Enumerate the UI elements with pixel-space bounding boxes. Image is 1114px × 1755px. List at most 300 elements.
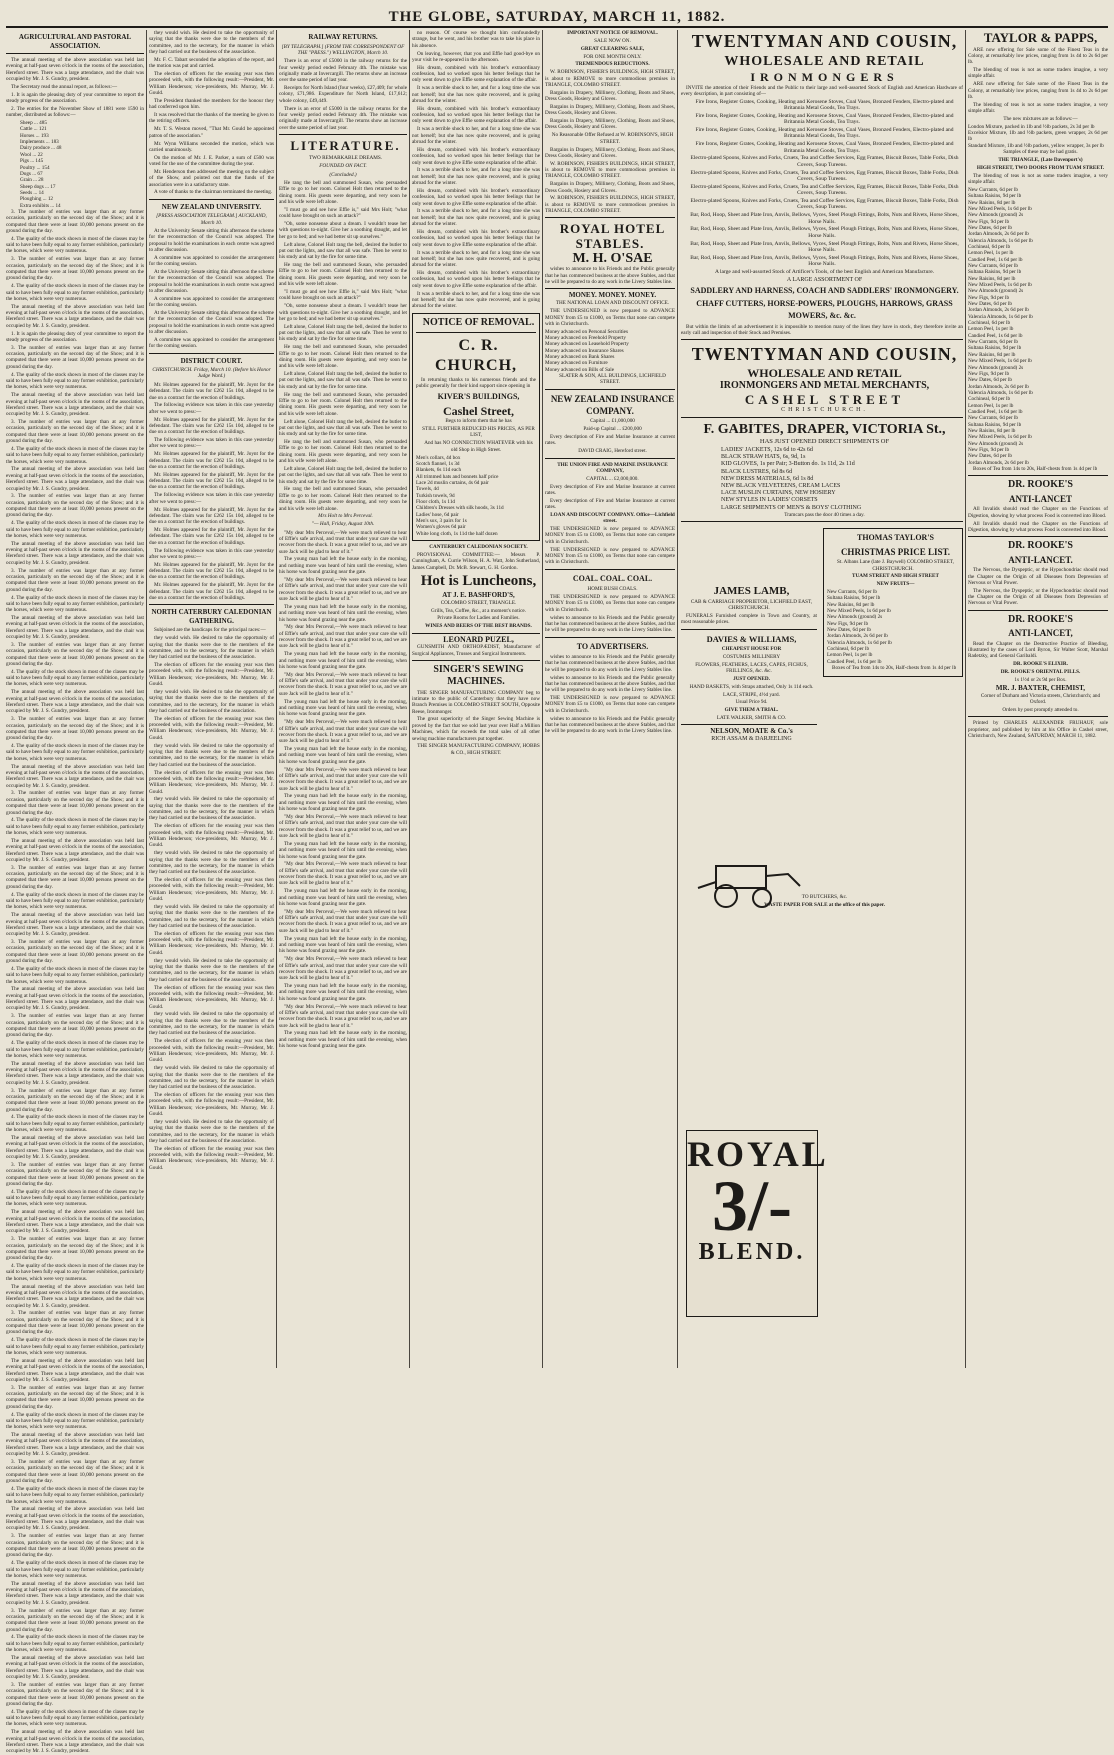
paragraph: W. ROBINSON, FISHER'S BUILDINGS, HIGH STREET, is about to REMOVE to more commodious premises in TRIANGLE, COLOMBO STREET. bbox=[545, 69, 675, 88]
list-item: New Mixed Peels, 1s 6d per lb bbox=[968, 282, 1032, 289]
paragraph: Bargains in Drapery, Millinery, Clothing, Boots and Shoes, Dress Goods, Hosiery and Gloves. bbox=[545, 118, 675, 131]
paragraph: 3. The number of entries was larger than at any former occasion, particularly on the second day of the Show; and it is computed that there were at least 10,000 persons present on the ground during the day. bbox=[6, 1459, 144, 1485]
ad-heading: SINGER'S SEWING MACHINES. bbox=[433, 664, 524, 688]
paragraph: "My dear Mrs Perceval,—We were much relieved to hear of Effie's safe arrival, and trust that under your care she will recover from the shock. It was a great relief to us, and we are sure Jack will be glad to hear of it." bbox=[279, 719, 407, 745]
paragraph: 3. The number of entries was larger than at any former occasion, particularly on the second day of the Show; and it is computed that there were at least 10,000 persons present on the ground during the day. bbox=[6, 939, 144, 965]
list-item: Candied Peel, 1s 6d per lb bbox=[968, 332, 1023, 339]
ad-line: MR. J. BAXTER, CHEMIST, bbox=[995, 683, 1086, 692]
paragraph: "My dear Mrs Perceval,—We were much relieved to hear of Effie's safe arrival, and trust that under your care she will recover from the shock. It was a great relief to us, and we are sure Jack will be glad to hear of it." bbox=[279, 529, 407, 555]
paragraph: 3. The number of entries was larger than at any former occasion, particularly on the second day of the Show; and it is computed that there were at least 10,000 persons present on the ground during the day. bbox=[6, 641, 144, 667]
paragraph: It was resolved that the thanks of the meeting be given to the retiring officers. bbox=[149, 112, 274, 125]
list-item: Money advanced on Bank Shares bbox=[545, 354, 615, 361]
paragraph: Read the Chapter on the Destructive Practice of Bleeding, illustrated by the cases of Lord Byron, Sir Walter Scott, Marshal Radetzky, and General Garibaldi. bbox=[968, 640, 1108, 660]
paragraph: He rang the bell and summoned Susan, who persuaded Effie to go to her room. Colonel Holt then returned to the dining room. His guests were departing, and very soon he and his wife were left alone. bbox=[279, 344, 407, 370]
paragraph: Left alone, Colonel Holt rang the bell, desired the butler to put out the lights, and saw that all was safe. Then he went to his study and sat by the fire for some time. bbox=[279, 465, 407, 485]
ad-line: The new mixtures are as follows:— bbox=[1003, 115, 1078, 122]
paragraph: The annual meeting of the above association was held last evening at half-past seven o'clock in the rooms of the association, Hereford street. There was a large attendance, and the chair was occupied by Mr. J. S. Gundry, president. bbox=[6, 303, 144, 329]
paragraph: 4. The quality of the stock shown in most of the classes may be said to have been fully equal to any former exhibition, particularly the horses, which were very numerous. bbox=[6, 1040, 144, 1059]
fruit-list bbox=[827, 589, 959, 665]
list-item: Pigs ... 145 bbox=[20, 158, 44, 165]
ad-line: LACE, STRIPE, 4½d yard. bbox=[723, 691, 780, 698]
paragraph: The following evidence was taken in this case yesterday after we went to press:— bbox=[149, 402, 274, 415]
paragraph: The Secretary read the annual report, as follows:— bbox=[11, 83, 118, 90]
list-item: LACE MUSLIN CURTAINS, NEW HOSIERY bbox=[721, 490, 836, 497]
list-item: New Dates, 6d per lb bbox=[968, 301, 1012, 308]
divider bbox=[545, 637, 675, 638]
divider bbox=[968, 610, 1108, 611]
list-item: New Almonds (ground) 2s bbox=[968, 364, 1024, 371]
ad-heading: ANTI-LANCET. bbox=[1008, 554, 1073, 565]
paragraph: Fire Irons, Register Grates, Cooking, Heating and Kerosene Stoves, Coal Vases, Bronzed Fenders, Electro-plated and Britannia Metal Goods, Tea Trays. bbox=[695, 127, 954, 140]
paragraph: 4. The quality of the stock shown in most of the classes may be said to have been fully equal to any former exhibition, particularly the horses, which were very numerous. bbox=[6, 235, 144, 255]
paragraph: The annual meeting of the above association was held last evening at half-past seven o'clock in the rooms of the association, Hereford street. There was a large attendance, and the chair was occupied by Mr. J. S. Gundry, president. bbox=[6, 466, 144, 492]
paragraph: Mr. Holmes appeared for the plaintiff, Mr. Joynt for the defendant. The claim was for £262 15s 10d, alleged to be due on a contract for the erection of buildings. bbox=[149, 527, 274, 546]
paragraph: 4. The quality of the stock shown in most of the classes may be said to have been fully equal to any former exhibition, particularly the horses, which were very numerous. bbox=[6, 371, 144, 391]
paragraph: 4. The quality of the stock shown in most of the classes may be said to have been fully equal to any former exhibition, particularly the horses, which were very numerous. bbox=[6, 1411, 144, 1431]
ad-line: AT J. E. BASHFORD'S, bbox=[442, 590, 515, 599]
paragraph: The blending of teas is not as some traders imagine, a very simple affair. bbox=[968, 67, 1108, 80]
paragraph: 4. The quality of the stock shown in most of the classes may be said to have been fully equal to any former exhibition, particularly the horses, which were very numerous. bbox=[6, 817, 144, 837]
list-item: New Figs, 9d per lb bbox=[968, 294, 1010, 301]
paragraph: Left alone, Colonel Holt rang the bell, desired the butler to put out the lights, and saw that all was safe. Then he went to his study and sat by the fire for some time. bbox=[279, 241, 407, 261]
price-list-box bbox=[823, 528, 963, 677]
ad-heading: CHRISTMAS PRICE LIST. bbox=[840, 546, 951, 557]
ad-name: DAVIES & WILLIAMS, bbox=[706, 633, 797, 644]
paragraph: Mr. Holmes appeared for the plaintiff, Mr. Joynt for the defendant. The claim was for £262 15s 10d, alleged to be due on a contract for the erection of buildings. bbox=[149, 451, 274, 470]
entries-list bbox=[6, 120, 144, 209]
ad-line: JUST OPENED. bbox=[733, 675, 770, 682]
list-item: New Raisins, 8d per lb bbox=[968, 351, 1016, 358]
paragraph: THE SINGER MANUFACTURING COMPANY beg to intimate to the public of Canterbury that they have now Branch Premises in COLOMBO STREET SOUTH, Opposite Reese, Ironmonger. bbox=[412, 689, 540, 715]
tea-ad-graphic bbox=[686, 1130, 829, 1317]
paragraph: THE UNDERSIGNED is now prepared to ADVANCE MONEY from £5 to £1000, on Terms that none can compete with in Christchurch. bbox=[545, 695, 675, 714]
paragraph: Mr. Holmes appeared for the plaintiff, Mr. Joynt for the defendant. The claim was for £262 15s 10d, alleged to be due on a contract for the erection of buildings. bbox=[149, 381, 274, 401]
list-item: New Dates, 6d per lb bbox=[968, 453, 1012, 460]
subheading: CHRISTCHURCH. Friday, March 10. (Before his Honor Judge Ward.) bbox=[152, 367, 271, 380]
column-rule bbox=[146, 30, 147, 1368]
paragraph: The young man had left the house early in the morning, and nothing more was heard of him until the evening, when his horse was found grazing near the gate. bbox=[279, 935, 407, 955]
ad-line: IMPORTANT NOTICE OF REMOVAL. bbox=[567, 30, 658, 36]
ad-line: THE NATIONAL LOAN AND DISCOUNT OFFICE. bbox=[555, 300, 670, 307]
paragraph: 4. The quality of the stock shown in most of the classes may be said to have been fully equal to any former exhibition, particularly the horses, which were very numerous. bbox=[6, 1560, 144, 1579]
subheading: TWO REMARKABLE DREAMS. bbox=[308, 155, 383, 162]
ad-line: WASTE PAPER FOR SALE at the office of this paper. bbox=[764, 902, 885, 909]
paragraph: "Oh, some nonsense about a dream. I wouldn't tease her with questions to-night. Give her a soothing draught, and let her go to bed; and we had better sit up ourselves." bbox=[279, 303, 407, 322]
heading-caledonian: NORTH CATERBURY CALEDONIAN GATHERING. bbox=[151, 608, 272, 625]
ad-line: Samples of these may be had gratis. bbox=[1003, 149, 1078, 156]
ad-line: RICH ASSAM & DARJEELING bbox=[711, 736, 792, 743]
divider bbox=[681, 629, 817, 630]
column-rule bbox=[409, 30, 410, 1368]
ad-row bbox=[681, 525, 963, 744]
list-item: Children's Dresses with silk hoods, 3s 11d bbox=[416, 505, 504, 512]
ad-line: LOAN AND DISCOUNT COMPANY. Office—Lichfield street. bbox=[550, 511, 675, 525]
ad-lamb bbox=[681, 525, 817, 744]
paragraph: 4. The quality of the stock shown in most of the classes may be said to have been fully equal to any former exhibition, particularly the horses, which were very numerous. bbox=[6, 668, 144, 688]
paragraph: ARE now offering for Sale some of the Finest Teas in the Colony, at remarkably low prices, ranging from 1s 4d to 2s 6d per lb. bbox=[968, 81, 1108, 100]
ad-line: FOR ONE MONTH ONLY. bbox=[583, 53, 642, 60]
subheading: (Concluded.) bbox=[329, 171, 357, 178]
list-item: Dogs ... 67 bbox=[20, 170, 43, 177]
ad-name: JAMES LAMB, bbox=[713, 585, 790, 598]
column-4 bbox=[412, 30, 540, 1368]
column-1 bbox=[6, 30, 144, 1755]
paragraph: "My dear Mrs Perceval,—We were much relieved to hear of Effie's safe arrival, and trust that under your care she will recover from the shock. It was a great relief to us, and we are sure Jack will be glad to hear of it." bbox=[279, 576, 407, 602]
paragraph: All Invalids should read the Chapter on the Functions of Digestion, showing by what process Food is converted into Blood. bbox=[968, 506, 1108, 519]
column-3 bbox=[279, 30, 407, 1368]
paragraph: wishes to announce to his Friends and the Public generally that he has commenced business at the above Stables, and that he will be prepared to do any work in the Livery Stables line. bbox=[545, 674, 675, 694]
ad-heading: CASHEL STREET bbox=[744, 391, 905, 407]
list-item: Jordan Almonds, 2s 6d per lb bbox=[968, 307, 1029, 314]
ad-line: A LARGE ASSORTMENT OF bbox=[786, 276, 863, 283]
paragraph: Boxes of Tea from 14s to 20s, Half-chests from 1s 4d per lb bbox=[832, 665, 957, 672]
column-2 bbox=[149, 30, 274, 1368]
paragraph: Mr. Holmes appeared for the plaintiff, Mr. Joynt for the defendant. The claim was for £262 15s 10d, alleged to be due on a contract for the erection of buildings. bbox=[149, 471, 274, 491]
paragraph: THE UNDERSIGNED is now prepared to ADVANCE MONEY from £5 to £1000, on Terms that none can compete with in Christchurch. bbox=[545, 308, 675, 327]
paragraph: 3. The number of entries was larger than at any former occasion, particularly on the second day of the Show; and it is computed that there were at least 10,000 persons present on the ground during the day. bbox=[6, 567, 144, 593]
paragraph: The annual meeting of the above association was held last evening at half-past seven o'clock in the rooms of the association, Hereford street. There was a large attendance, and the chair was occupied by Mr. J. S. Gundry, president. bbox=[6, 689, 144, 715]
list-item: New Figs, 9d per lb bbox=[968, 370, 1010, 377]
divider bbox=[412, 660, 540, 661]
paragraph: It was a terrible shock to her, and for a long time she was not herself; but she has now quite recovered, and is going abroad for the winter. bbox=[412, 208, 540, 228]
paragraph: The young man had left the house early in the morning, and nothing more was heard of him until the evening, when his horse was found grazing near the gate. bbox=[279, 888, 407, 907]
paragraph: The young man had left the house early in the morning, and nothing more was heard of him until the evening, when his horse was found grazing near the gate. bbox=[279, 698, 407, 718]
list-item: White long cloth, 1s 11d the half dozen bbox=[416, 530, 498, 537]
ad-line: HAS JUST OPENED DIRECT SHIPMENTS OF bbox=[759, 438, 890, 446]
paragraph: 3. The number of entries was larger than at any former occasion, particularly on the second day of the Show; and it is computed that there were at least 10,000 persons present on the ground during the day. bbox=[6, 1087, 144, 1113]
paragraph: It was a terrible shock to her, and for a long time she was not herself; but she has now quite recovered, and is going abroad for the winter. bbox=[412, 85, 540, 104]
list-item: New Figs, 9d per lb bbox=[968, 446, 1010, 453]
paragraph: Left alone, Colonel Holt rang the bell, desired the butler to put out the lights, and saw that all was safe. Then he went to his study and sat by the fire for some time. bbox=[279, 323, 407, 343]
loan-list bbox=[545, 329, 675, 373]
paragraph: The young man had left the house early in the morning, and nothing more was heard of him until the evening, when his horse was found grazing near the gate. bbox=[279, 603, 407, 623]
paragraph: they would wish. He desired to take the opportunity of saying that the thanks were due to the members of the committee, and to the secretary, for the manner in which they had carried out the business of the association. bbox=[149, 1065, 274, 1091]
paragraph: The election of officers for the ensuing year was then proceeded with, with the following result:—President, Mr. William Henderson; vice-presidents, Mr. Murray, Mr. J. Gould. bbox=[149, 930, 274, 956]
ad-heading: Hot is Luncheons, bbox=[420, 573, 537, 590]
ad-line: FLOWERS, FEATHERS, LACES, CAPES, FICHUS, FRILLINGS, &c. &c. bbox=[695, 661, 808, 675]
list-item: Valencia Almonds, 1s 6d per lb bbox=[968, 313, 1033, 320]
paragraph: 4. The quality of the stock shown in most of the classes may be said to have been fully equal to any former exhibition, particularly the horses, which were very numerous. bbox=[6, 1485, 144, 1505]
paragraph: The annual meeting of the above association was held last evening at half-past seven o'clock in the rooms of the association, Hereford street. There was a large attendance, and the chair was occupied by Mr. J. S. Gundry, president. bbox=[6, 1654, 144, 1680]
list-item: New Raisins, 8d per lb bbox=[968, 427, 1016, 434]
paragraph: Mr. Wynn Williams seconded the motion, which was carried unanimously. bbox=[149, 140, 274, 153]
paragraph: Bargains in Drapery, Millinery, Clothing, Boots and Shoes, Dress Goods, Hosiery and Gloves. bbox=[545, 181, 675, 194]
ad-heading: THE UNION FIRE AND MARINE INSURANCE COMPANY, bbox=[557, 461, 668, 474]
ad-heading: NEW ZEALAND INSURANCE COMPANY. bbox=[550, 393, 675, 416]
paragraph: The annual meeting of the above association was held last evening at half-past seven o'clock in the rooms of the association, Hereford street. There was a large attendance, and the chair was occupied by Mr. J. S. Gundry, president. bbox=[6, 986, 144, 1012]
ad-heading-taylor: TAYLOR & PAPPS, bbox=[983, 30, 1098, 45]
paragraph: The annual meeting of the above association was held last evening at half-past seven o'clock in the rooms of the association, Hereford street. There was a large attendance, and the chair was occupied by Mr. J. S. Gundry, president. bbox=[6, 1060, 144, 1086]
paragraph: 4. The quality of the stock shown in most of the classes may be said to have been fully equal to any former exhibition, particularly the horses, which were very numerous. bbox=[6, 283, 144, 302]
ad-heading: KIVER'S BUILDINGS, bbox=[437, 392, 520, 402]
ad-thomas-taylor bbox=[823, 525, 963, 744]
ad-heading: ANTI-LANCET bbox=[1008, 493, 1072, 504]
ad-heading: WHOLESALE AND RETAIL bbox=[747, 365, 902, 380]
paragraph: Mr. Holmes appeared for the plaintiff, Mr. Joynt for the defendant. The claim was for £262 15s 10d, alleged to be due on a contract for the erection of buildings. bbox=[149, 582, 274, 601]
divider bbox=[968, 475, 1108, 476]
paragraph: they would wish. He desired to take the opportunity of saying that the thanks were due to the members of the committee, and to the secretary, for the manner in which they had carried out the business of the association. bbox=[149, 635, 274, 661]
paragraph: A committee was appointed to consider the arrangement for the coming session. bbox=[149, 254, 274, 268]
list-item: Money advanced on Bills of Sale bbox=[545, 366, 615, 373]
list-item: Implements ... 183 bbox=[20, 139, 59, 146]
list-item: New Currants, 6d per lb bbox=[968, 263, 1018, 269]
ad-line: COLOMBO STREET, TRIANGLE. bbox=[440, 599, 517, 606]
paragraph: THE UNDERSIGNED is now prepared to ADVANCE MONEY from £5 to £1000, on Terms that none can compete with in Christchurch. bbox=[545, 546, 675, 566]
masthead bbox=[6, 4, 1108, 28]
paragraph: 4. The quality of the stock shown in most of the classes may be said to have been fully equal to any former exhibition, particularly the horses, which were very numerous. bbox=[6, 743, 144, 762]
list-item: Valencia Almonds, 1s 6d per lb bbox=[827, 639, 892, 646]
ad-line: HOME BUSH COALS. bbox=[587, 586, 638, 593]
paragraph: 4. The quality of the stock shown in most of the classes may be said to have been fully equal to any former exhibition, particularly the horses, which were very numerous. bbox=[6, 1634, 144, 1654]
paragraph: Mr. F. C. Tabart seconded the adoption of the report, and the motion was put and carried. bbox=[149, 56, 274, 70]
paragraph: Subjoined are the handicaps for the principal races:— bbox=[154, 627, 266, 634]
paragraph: On the motion of Mr. J. E. Parker, a sum of £500 was voted for the use of the committee during the year. bbox=[149, 154, 274, 168]
ad-heading: IRONMONGERS bbox=[750, 70, 899, 84]
paragraph: All Invalids should read the Chapter on the Functions of Digestion, showing by what process Food is converted into Blood. bbox=[968, 520, 1108, 533]
ad-heading-rooke: DR. ROOKE'S bbox=[1007, 540, 1073, 552]
paragraph: W. ROBINSON, FISHER'S BUILDINGS, HIGH STREET, is about to REMOVE to more commodious premises in TRIANGLE, COLOMBO STREET. bbox=[545, 160, 675, 180]
paragraph: "My dear Mrs Perceval,—We were much relieved to hear of Effie's safe arrival, and trust that under your care she will recover from the shock. It was a great relief to us, and we are sure Jack will be glad to hear of it." bbox=[279, 1003, 407, 1029]
paragraph: Bar, Rod, Hoop, Sheet and Plate Iron, Anvils, Bellows, Vyces, Steel Plough Fittings, Bolts, Nuts and Rivets, Horse Shoes, Horse Nails. bbox=[690, 212, 959, 225]
list-item: Sultana Raisins, 9d per lb bbox=[968, 193, 1022, 200]
paragraph: His dream, combined with his brother's extraordinary confession, had so worked upon his better feelings that he only went down to give Effie some explanation of the affair. bbox=[412, 105, 540, 125]
paragraph: He rang the bell and summoned Susan, who persuaded Effie to go to her room. Colonel Holt then returned to the dining room. His guests were departing, and very soon he and his wife were left alone. bbox=[279, 486, 407, 512]
list-item: Standard Mixture, 1lb and ½lb packets, yellow wrapper, 3s per lb bbox=[968, 142, 1104, 149]
ad-line: CHRISTCHURCH. bbox=[781, 407, 868, 414]
paragraph: The election of officers for the ensuing year was then proceeded with, with the following result:—President, Mr. William Henderson; vice-presidents, Mr. Murray, Mr. J. Gould. bbox=[149, 823, 274, 849]
paragraph: 4. The quality of the stock shown in most of the classes may be said to have been fully equal to any former exhibition, particularly the horses, which were very numerous. bbox=[6, 891, 144, 911]
list-item: Money advanced on Personal Securities bbox=[545, 328, 628, 335]
paragraph: 3. The number of entries was larger than at any former occasion, particularly on the second day of the Show; and it is computed that there were at least 10,000 persons present on the ground during the day. bbox=[6, 716, 144, 742]
heading-railway: RAILWAY RETURNS. bbox=[308, 33, 378, 41]
paragraph: 2. The entries for the November Show of 1881 were 1590 in number, distributed as follows:— bbox=[6, 105, 144, 119]
paragraph: 3. The number of entries was larger than at any former occasion, particularly on the second day of the Show; and it is computed that there were at least 10,000 persons present on the ground during the day. bbox=[6, 864, 144, 890]
paragraph: The election of officers for the ensuing year was then proceeded with, with the following result:—President, Mr. William Henderson; vice-presidents, Mr. Murray, Mr. J. Gould. bbox=[149, 769, 274, 795]
paragraph: Left alone, Colonel Holt rang the bell, desired the butler to put out the lights, and saw that all was safe. Then he went to his study and sat by the fire for some time. bbox=[279, 371, 407, 390]
ad-heading-twentyman: TWENTYMAN AND COUSIN, bbox=[691, 344, 958, 365]
paragraph: 4. The quality of the stock shown in most of the classes may be said to have been fully equal to any former exhibition, particularly the horses, which were very numerous. bbox=[6, 1114, 144, 1134]
paragraph: The following evidence was taken in this case yesterday after we went to press:— bbox=[149, 492, 274, 505]
paragraph: And has NO CONNECTION WHATEVER with his old Shop in High Street. bbox=[424, 440, 533, 453]
divider bbox=[545, 288, 675, 289]
paragraph: 3. The number of entries was larger than at any former occasion, particularly on the second day of the Show; and it is computed that there were at least 10,000 persons present on the ground during the day. bbox=[6, 1310, 144, 1336]
paragraph: 4. The quality of the stock shown in most of the classes may be said to have been fully equal to any former exhibition, particularly the horses, which were very numerous. bbox=[6, 965, 144, 985]
paragraph: W. ROBINSON, FISHER'S BUILDINGS, HIGH STREET, is about to REMOVE to more commodious premises in TRIANGLE, COLOMBO STREET. bbox=[545, 195, 675, 215]
paragraph: "I must go and see how Effie is," said Mrs Holt; "what could have brought on such an attack?" bbox=[279, 289, 407, 302]
list-item: Men's sox, 3 pairs for 1s bbox=[416, 517, 467, 524]
list-item: Money advanced on Leasehold Property bbox=[545, 341, 629, 348]
ad-name: M. H. O'SAE bbox=[572, 250, 653, 266]
paragraph: they would wish. He desired to take the opportunity of saying that the thanks were due to the members of the committee, and to the secretary, for the manner in which they had carried out the business of the association. bbox=[149, 1011, 274, 1037]
list-item: New Almonds (ground) 2s bbox=[827, 614, 883, 621]
column-7 bbox=[968, 30, 1108, 1368]
ad-price-text: 3/- bbox=[712, 1166, 792, 1246]
paragraph: The blending of teas is not as some traders imagine, a very simple affair. bbox=[968, 172, 1108, 186]
paragraph: Bar, Rod, Hoop, Sheet and Plate Iron, Anvils, Bellows, Vyces, Steel Plough Fittings, Bolts, Nuts and Rivets, Horse Shoes, Horse Nails. bbox=[690, 240, 959, 253]
paragraph: 3. The number of entries was larger than at any former occasion, particularly on the second day of the Show; and it is computed that there were at least 10,000 persons present on the ground during the day. bbox=[6, 1384, 144, 1410]
paragraph: The annual meeting of the above association was held last evening at half-past seven o'clock in the rooms of the association, Hereford street. There was a large attendance, and the chair was occupied by Mr. J. S. Gundry, president. bbox=[6, 912, 144, 938]
paragraph: He rang the bell and summoned Susan, who persuaded Effie to go to her room. Colonel Holt then returned to the dining room. His guests were departing, and very soon he and his wife were left alone. bbox=[279, 439, 407, 465]
paragraph: On leaving, however, that you and Effie had good-bye on your visit he re-appeared in the afternoon. bbox=[412, 50, 540, 63]
ad-line: WINES AND BEERS OF THE BEST BRANDS. bbox=[425, 623, 532, 630]
list-item: All trimmed hats and bonnets half price bbox=[416, 473, 499, 480]
fruit-list-2 bbox=[968, 187, 1108, 466]
paragraph: The great superiority of the Singer Sewing Machine is proved by the fact that we sold last year over Half a Million Machines, which far exceeds the total sales of all other sewing machine manufacturers put together. bbox=[412, 716, 540, 742]
list-item: Cattle ... 121 bbox=[20, 126, 47, 133]
paragraph: "My dear Mrs Perceval,—We were much relieved to hear of Effie's safe arrival, and trust that under your care she will recover from the shock. It was a great relief to us, and we are sure Jack will be glad to hear of it." bbox=[279, 624, 407, 650]
paragraph: "My dear Mrs Perceval,—We were much relieved to hear of Effie's safe arrival, and trust that under your care she will recover from the shock. It was a great relief to us, and we are sure Jack will be glad to hear of it." bbox=[279, 861, 407, 887]
paragraph: The annual meeting of the above association was held last evening at half-past seven o'clock in the rooms of the association, Hereford street. There was a large attendance, and the chair was occupied by Mr. J. S. Gundry, president. bbox=[6, 57, 144, 83]
paragraph: Fire Irons, Register Grates, Cooking, Heating and Kerosene Stoves, Coal Vases, Bronzed Fenders, Electro-plated and Britannia Metal Goods, Tea Trays. bbox=[695, 98, 954, 112]
list-item: Candied Peel, 1s 6d per lb bbox=[968, 408, 1023, 415]
ad-line: No Reasonable Offer Refused at W. ROBINSON'S, HIGH STREET. bbox=[551, 132, 674, 145]
column-rule bbox=[276, 30, 277, 1368]
ad-line: CHEAPEST HOUSE FOR bbox=[721, 646, 782, 653]
list-item: New Figs, 9d per lb bbox=[827, 620, 869, 627]
ad-line: GIVE THEM A TRIAL. bbox=[724, 707, 779, 714]
list-item: Sultana Raisins, 9d per lb bbox=[968, 345, 1022, 352]
paragraph: The election of officers for the ensuing year was then proceeded with, with the following result:—President, Mr. William Henderson; vice-presidents, Mr. Murray, Mr. J. Gould. bbox=[149, 984, 274, 1010]
paragraph: wishes to announce to his Friends and the Public generally that he has commenced business at the above Stables, and that he will be prepared to do any work in the Livery Stables line. bbox=[545, 654, 675, 673]
paragraph: 3. The number of entries was larger than at any former occasion, particularly on the second day of the Show; and it is computed that there were at least 10,000 persons present on the ground during the day. bbox=[6, 1161, 144, 1187]
paragraph: The annual meeting of the above association was held last evening at half-past seven o'clock in the rooms of the association, Hereford street. There was a large attendance, and the chair was occupied by Mr. J. S. Gundry, president. bbox=[6, 1580, 144, 1606]
list-item: Money advanced on Furniture bbox=[545, 360, 608, 367]
paragraph: The young man had left the house early in the morning, and nothing more was heard of him until the evening, when his horse was found grazing near the gate. bbox=[279, 983, 407, 1002]
list-item: New Currants, 6d per lb bbox=[968, 186, 1018, 193]
paragraph: 4. The quality of the stock shown in most of the classes may be said to have been fully equal to any former exhibition, particularly the horses, which were very numerous. bbox=[6, 1263, 144, 1282]
paragraph: The following evidence was taken in this case yesterday after we went to press:— bbox=[149, 547, 274, 560]
list-item: Lemon Peel, 1s per lb bbox=[968, 402, 1014, 409]
paragraph: 1. It is again the pleasing duty of your committee to report the steady progress of the association. bbox=[6, 330, 144, 343]
list-item: Jordan Almonds, 2s 6d per lb bbox=[968, 231, 1029, 238]
ad-line: SLATER & SON, ALL BUILDINGS, LICHFIELD STREET. bbox=[559, 373, 666, 386]
paragraph: FUNERALS Furnished complete in Town and Country, at most reasonable prices. bbox=[681, 612, 817, 626]
masthead-title: THE GLOBE, SATURDAY, MARCH 11, 1882. bbox=[388, 9, 726, 25]
ad-line: TO BUTCHERS, &c. bbox=[801, 894, 848, 901]
divider bbox=[681, 724, 817, 725]
paragraph: they would wish. He desired to take the opportunity of saying that the thanks were due to the members of the committee, and to the secretary, for the manner in which they had carried out the business of the association. bbox=[149, 742, 274, 768]
list-item: Cochineal, 6d per lb bbox=[968, 320, 1011, 327]
ad-line: Usual Price 9d. bbox=[735, 699, 768, 706]
list-item: BLACK LUSTRES, 6d 8s 6d bbox=[721, 468, 793, 475]
list-item: Scotch flannel, 1s 3d bbox=[416, 460, 460, 467]
list-item: Cochineal, 6d per lb bbox=[827, 646, 870, 653]
paragraph: Mr. Holmes appeared for the plaintiff, Mr. Joynt for the defendant. The claim was for £262 15s 10d, alleged to be due on a contract for the erection of buildings. bbox=[149, 416, 274, 436]
list-item: Seeds ... 14 bbox=[20, 189, 44, 196]
paragraph: A committee was appointed to consider the arrangement for the coming session. bbox=[149, 295, 274, 309]
paragraph: 3. The number of entries was larger than at any former occasion, particularly on the second day of the Show; and it is computed that there were at least 10,000 persons present on the ground during the day. bbox=[6, 1607, 144, 1633]
paragraph: The young man had left the house early in the morning, and nothing more was heard of him until the evening, when his horse was found grazing near the gate. bbox=[279, 840, 407, 860]
ad-name: C. R. CHURCH, bbox=[434, 336, 518, 374]
divider bbox=[545, 217, 675, 218]
paragraph: The annual meeting of the above association was held last evening at half-past seven o'clock in the rooms of the association, Hereford street. There was a large attendance, and the chair was occupied by Mr. J. S. Gundry, president. bbox=[6, 1283, 144, 1309]
paragraph: Mr. Holmes appeared for the plaintiff, Mr. Joynt for the defendant. The claim was for £262 15s 10d, alleged to be due on a contract for the erection of buildings. bbox=[149, 506, 274, 526]
paragraph: His dream, combined with his brother's extraordinary confession, had so worked upon his better feelings that he only went down to give Effie some explanation of the affair. bbox=[412, 270, 540, 289]
paragraph: At the University Senate sitting this afternoon the scheme for the reconstruction of the Council was adopted. The proposal to hold the examinations in each centre was agreed to after discussion. bbox=[149, 227, 274, 253]
list-item: New Dates, 6d per lb bbox=[827, 627, 871, 634]
list-item: Sultana Raisins, 9d per lb bbox=[968, 421, 1022, 428]
paragraph: A committee was appointed to consider the arrangement for the coming session. bbox=[149, 336, 274, 350]
list-item: Grain ... 28 bbox=[20, 177, 44, 184]
paragraph: 4. The quality of the stock shown in most of the classes may be said to have been fully equal to any former exhibition, particularly the horses, which were very numerous. bbox=[6, 1337, 144, 1356]
list-item: Sheep ... 485 bbox=[20, 120, 47, 127]
paragraph: His dream, combined with his brother's extraordinary confession, had so worked upon his better feelings that he only went down to give Effie some explanation of the affair. bbox=[412, 64, 540, 84]
ad-line: Tramcars pass the door 40 times a day. bbox=[784, 511, 865, 518]
paragraph: 3. The number of entries was larger than at any former occasion, particularly on the second day of the Show; and it is computed that there were at least 10,000 persons present on the ground during the day. bbox=[6, 419, 144, 445]
paragraph: He rang the bell and summoned Susan, who persuaded Effie to go to her room. Colonel Holt then returned to the dining room. His guests were departing, and very soon he and his wife were left alone. bbox=[279, 262, 407, 288]
list-item: New Almonds (ground) 2s bbox=[968, 288, 1024, 295]
paragraph: Every description of Fire and Marine Insurance at current rates. bbox=[545, 433, 675, 447]
ad-line: HIGH STREET, TWO DOORS FROM TUAM STREET. bbox=[976, 164, 1105, 171]
paragraph: INVITE the attention of their Friends and the Public to their large and well-assorted Stock of English and American Hardware of every description, in part consisting of— bbox=[681, 84, 963, 97]
ad-line: Corner of Durham and Victoria streets, Christchurch; and Oxford. bbox=[980, 692, 1101, 706]
paragraph: The annual meeting of the above association was held last evening at half-past seven o'clock in the rooms of the association, Hereford street. There was a large attendance, and the chair was occupied by Mr. J. S. Gundry, president. bbox=[6, 615, 144, 641]
paragraph: Fire Irons, Register Grates, Cooking, Heating and Kerosene Stoves, Coal Vases, Bronzed Fenders, Electro-plated and Britannia Metal Goods, Tea Trays. bbox=[695, 112, 954, 126]
paragraph: Bargains in Drapery, Millinery, Clothing, Boots and Shoes, Dress Goods, Hosiery and Gloves. bbox=[545, 89, 675, 103]
paragraph: He rang the bell and summoned Susan, who persuaded Effie to go to her room. Colonel Holt then returned to the dining room. His guests were departing, and very soon he and his wife were left alone. bbox=[279, 391, 407, 417]
paragraph: they would wish. He desired to take the opportunity of saying that the thanks were due to the members of the committee, and to the secretary, for the manner in which they had carried out the business of the association. bbox=[149, 30, 274, 56]
list-item: New Dates, 6d per lb bbox=[968, 224, 1012, 231]
paragraph: His dream, combined with his brother's extraordinary confession, had so worked upon his better feelings that he only went down to give Effie some explanation of the affair. bbox=[412, 187, 540, 207]
heading-agricultural: AGRICULTURAL AND PASTORAL ASSOCIATION. bbox=[18, 33, 132, 50]
ad-heading: MONEY. MONEY. MONEY. bbox=[568, 291, 657, 300]
paragraph: "My dear Mrs Perceval,—We were much relieved to hear of Effie's safe arrival, and trust that under your care she will recover from the shock. It was a great relief to us, and we are sure Jack will be glad to hear of it." bbox=[279, 671, 407, 697]
list-item: LARGE SHIPMENTS OF MEN'S & BOYS' CLOTHING bbox=[721, 504, 862, 511]
list-item: New Raisins, 8d per lb bbox=[968, 199, 1016, 206]
column-rule bbox=[542, 30, 543, 1368]
paragraph: PROVISIONAL COMMITTEE:— Messrs P. Cunningham, A. Currie Wilson, H. A. Watt, John Sutherland, James Campbell, Dr. McB. Stewart, G. H. Gordon. bbox=[412, 551, 540, 571]
list-item: Jordan Almonds, 2s 6d per lb bbox=[968, 383, 1029, 390]
ad-heading-twentyman: TWENTYMAN AND COUSIN, bbox=[691, 31, 958, 51]
paragraph: The Nervous, the Dyspeptic, or the Hypochondriac should read the Chapter on the Origin of all Diseases from Depression of Nervous or Vital Power. bbox=[968, 587, 1108, 607]
paragraph: Receipts for North Island (four weeks), £27,409; for whole colony, £71,986. Expenditure for North Island, £17,612; whole colony, £49,449. bbox=[279, 85, 407, 104]
paragraph: The annual meeting of the above association was held last evening at half-past seven o'clock in the rooms of the association, Hereford street. There was a large attendance, and the chair was occupied by Mr. J. S. Gundry, president. bbox=[6, 1729, 144, 1755]
divider bbox=[149, 199, 274, 200]
ad-heading-rooke: DR. ROOKE'S bbox=[1007, 613, 1073, 625]
paragraph: The annual meeting of the above association was held last evening at half-past seven o'clock in the rooms of the association, Hereford street. There was a large attendance, and the chair was occupied by Mr. J. S. Gundry, president. bbox=[6, 1432, 144, 1458]
ad-line: Private Rooms for Ladies and Families. bbox=[437, 615, 520, 622]
paragraph: "My dear Mrs Perceval,—We were much relieved to hear of Effie's safe arrival, and trust that under your care she will recover from the shock. It was a great relief to us, and we are sure Jack will be glad to hear of it." bbox=[279, 766, 407, 792]
paragraph: Electro-plated Spoons, Knives and Forks, Cruets, Tea and Coffee Services, Egg Frames, Biscuit Boxes, Table Forks, Dish Covers, Soup Tureens. bbox=[690, 155, 959, 168]
paragraph: they would wish. He desired to take the opportunity of saying that the thanks were due to the members of the committee, and to the secretary, for the manner in which they had carried out the business of the association. bbox=[149, 1118, 274, 1144]
paragraph: they would wish. He desired to take the opportunity of saying that the thanks were due to the members of the committee, and to the secretary, for the manner in which they had carried out the business of the association. bbox=[149, 850, 274, 876]
paragraph: His dream, combined with his brother's extraordinary confession, had so worked upon his better feelings that he only went down to give Effie some explanation of the affair. bbox=[412, 228, 540, 248]
ad-line: THE TRIANGLE, (Late Davenport's) bbox=[998, 157, 1083, 163]
list-item: New Mixed Peels, 1s 6d per lb bbox=[968, 434, 1032, 441]
ad-heading: IRONMONGERS AND METAL MERCHANTS, bbox=[719, 380, 930, 392]
paragraph: Left alone, Colonel Holt rang the bell, desired the butler to put out the lights, and saw that all was safe. Then he went to his study and sat by the fire for some time. bbox=[279, 418, 407, 438]
paragraph: The annual meeting of the above association was held last evening at half-past seven o'clock in the rooms of the association, Hereford street. There was a large attendance, and the chair was occupied by Mr. J. S. Gundry, president. bbox=[6, 1209, 144, 1235]
paragraph: At the University Senate sitting this afternoon the scheme for the reconstruction of the Council was adopted. The proposal to hold the examinations in each centre was agreed to after discussion. bbox=[149, 310, 274, 336]
column-5 bbox=[545, 30, 675, 1368]
list-item: Sheep dogs ... 17 bbox=[20, 183, 56, 190]
paragraph: The young man had left the house early in the morning, and nothing more was heard of him until the evening, when his horse was found grazing near the gate. bbox=[279, 651, 407, 670]
list-item: Floor cloth, 1s 11d bbox=[416, 498, 456, 505]
list-item: New Almonds (ground) 2s bbox=[968, 440, 1024, 447]
paragraph: The young man had left the house early in the morning, and nothing more was heard of him until the evening, when his horse was found grazing near the gate. bbox=[279, 746, 407, 765]
paragraph: Fire Irons, Register Grates, Cooking, Heating and Kerosene Stoves, Coal Vases, Bronzed Fenders, Electro-plated and Britannia Metal Goods, Tea Trays. bbox=[695, 141, 954, 154]
ad-line: CAPITAL ... £2,000,000. bbox=[586, 475, 639, 482]
ad-line: NELSON, MOATE & Co.'s bbox=[710, 727, 793, 736]
subheading: [PRESS ASSOCIATION TELEGRAM.] AUCKLAND, March 10. bbox=[156, 213, 267, 226]
carriage-icon bbox=[688, 856, 808, 911]
ad-line: LATE WALKER, SMITH & CO. bbox=[716, 715, 787, 722]
list-item: New Currants, 6d per lb bbox=[968, 415, 1018, 422]
paragraph: THE UNDERSIGNED is now prepared to ADVANCE MONEY from £5 to £1000, on Terms that none can compete with in Christchurch. bbox=[545, 526, 675, 545]
ad-line: CAB & CARRIAGE PROPRIETOR, LICHFIELD EAST, CHRISTCHURCH. bbox=[690, 598, 813, 612]
paragraph: The annual meeting of the above association was held last evening at half-past seven o'clock in the rooms of the association, Hereford street. There was a large attendance, and the chair was occupied by Mr. J. S. Gundry, president. bbox=[6, 1506, 144, 1532]
paragraph: The annual meeting of the above association was held last evening at half-past seven o'clock in the rooms of the association, Hereford street. There was a large attendance, and the chair was occupied by Mr. J. S. Gundry, president. bbox=[6, 763, 144, 789]
